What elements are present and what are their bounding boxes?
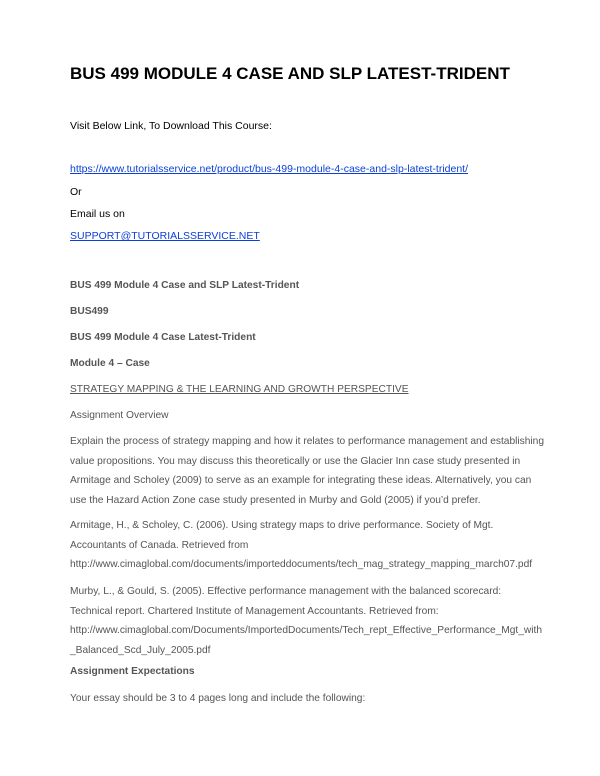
strategy-mapping-link[interactable]: STRATEGY MAPPING & THE LEARNING AND GROWTH PERSPECTIVE: [70, 384, 409, 395]
document-title: BUS 499 MODULE 4 CASE AND SLP LATEST-TRIDENT: [70, 64, 510, 83]
reference-line: Technical report. Chartered Institute of Management Accountants. Retrieved from:: [70, 605, 439, 617]
assignment-expectations-label: Assignment Expectations: [70, 666, 195, 677]
reference-line: Accountants of Canada. Retrieved from: [70, 539, 249, 551]
email-label: Email us on: [70, 208, 125, 220]
heading-module-4-case: Module 4 – Case: [70, 358, 150, 369]
reference-url: http://www.cimaglobal.com/Documents/ImportedDocuments/Tech_rept_Effective_Performance_Mgt_with: [70, 625, 543, 636]
reference-murby: [70, 582, 543, 660]
heading-course-code: BUS499: [70, 306, 109, 317]
section-title-line: [70, 380, 535, 400]
reference-url: _Balanced_Scd_July_2005.pdf: [70, 644, 211, 656]
heading-module-case-slp: BUS 499 Module 4 Case and SLP Latest-Trident: [70, 280, 300, 291]
overview-line: Explain the process of strategy mapping and how it relates to performance management and establishing: [70, 436, 544, 447]
reference-armitage: [70, 516, 535, 575]
email-link[interactable]: SUPPORT@TUTORIALSSERVICE.NET: [70, 230, 260, 242]
email-line: [70, 230, 260, 242]
overview-line: value propositions. You may discuss this theoretically or use the Glacier Inn case study presented in: [70, 455, 521, 467]
overview-paragraph: [70, 432, 544, 510]
reference-line: Murby, L., & Gould, S. (2005). Effective performance management with the balanced scorecard:: [70, 586, 502, 597]
course-url-link[interactable]: https://www.tutorialsservice.net/product/bus-499-module-4-case-and-slp-latest-trident/: [70, 163, 469, 175]
expectations-text: Your essay should be 3 to 4 pages long and include the following:: [70, 693, 366, 704]
heading-module-case: BUS 499 Module 4 Case Latest-Trident: [70, 332, 256, 343]
or-text: Or: [70, 186, 82, 198]
overview-line: use the Hazard Action Zone case study presented in Murby and Gold (2005) if you’d prefer.: [70, 494, 481, 506]
course-link-line: [70, 163, 468, 175]
reference-url: http://www.cimaglobal.com/documents/importeddocuments/tech_mag_strategy_mapping_march07.pdf: [70, 559, 533, 570]
reference-line: Armitage, H., & Scholey, C. (2006). Using strategy maps to drive performance. Society of Mgt.: [70, 520, 494, 531]
visit-instruction: Visit Below Link, To Download This Course:: [70, 120, 272, 132]
assignment-overview-label: Assignment Overview: [70, 410, 169, 421]
overview-line: Armitage and Scholey (2009) to serve as an example for integrating these ideas. Alternatively, you can: [70, 475, 532, 486]
